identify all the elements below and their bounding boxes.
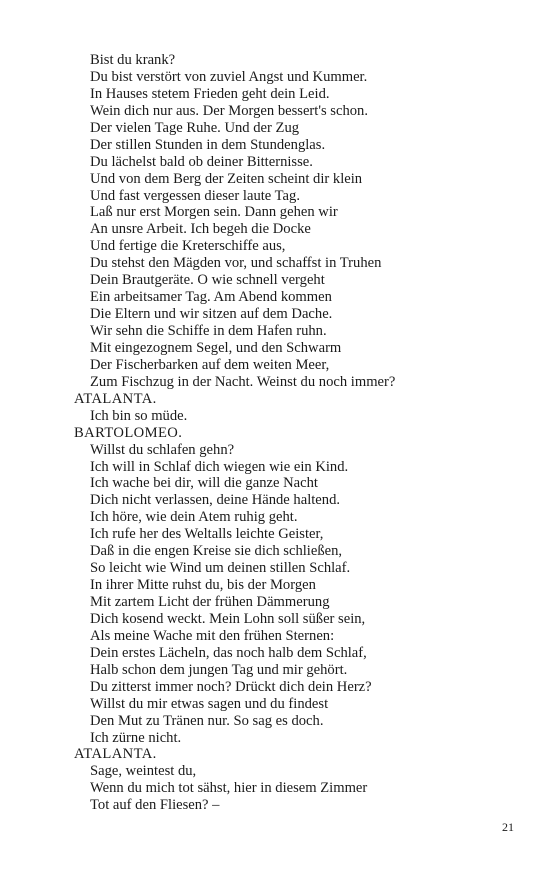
verse-line: An unsre Arbeit. Ich begeh die Docke bbox=[90, 221, 311, 238]
verse-line: Der Fischerbarken auf dem weiten Meer, bbox=[90, 356, 330, 373]
verse-line: Sage, weintest du, bbox=[90, 763, 197, 780]
verse-line: Dich nicht verlassen, deine Hände haltend. bbox=[90, 492, 341, 509]
verse-line: Der vielen Tage Ruhe. Und der Zug bbox=[90, 119, 300, 136]
verse-line: Tot auf den Fliesen? – bbox=[90, 797, 220, 814]
verse-line: Willst du mir etwas sagen und du findest bbox=[90, 695, 329, 712]
verse-line: Mit eingezognem Segel, und den Schwarm bbox=[90, 339, 342, 356]
verse-line: Laß nur erst Morgen sein. Dann gehen wir bbox=[90, 204, 338, 221]
verse-line: So leicht wie Wind um deinen stillen Schlaf. bbox=[90, 560, 351, 577]
verse-line: Daß in die engen Kreise sie dich schließen, bbox=[90, 543, 343, 560]
verse-line: Und fast vergessen dieser laute Tag. bbox=[90, 187, 300, 204]
speaker-name: ATALANTA. bbox=[74, 746, 157, 763]
verse-line: Wein dich nur aus. Der Morgen bessert's schon. bbox=[90, 102, 369, 119]
verse-line: Ich bin so müde. bbox=[90, 407, 188, 424]
verse-line: Der stillen Stunden in dem Stundenglas. bbox=[90, 136, 326, 153]
verse-line: Zum Fischzug in der Nacht. Weinst du noch immer? bbox=[90, 373, 396, 390]
verse-line: Du bist verstört von zuviel Angst und Kummer. bbox=[90, 68, 368, 85]
page-number: 21 bbox=[502, 820, 514, 834]
verse-line: In Hauses stetem Frieden geht dein Leid. bbox=[90, 85, 330, 102]
speaker-name: BARTOLOMEO. bbox=[74, 424, 183, 441]
verse-line: Ich will in Schlaf dich wiegen wie ein Kind. bbox=[90, 458, 349, 475]
verse-line: Ich zürne nicht. bbox=[90, 729, 182, 746]
speaker-name: ATALANTA. bbox=[74, 390, 157, 407]
verse-line: Du stehst den Mägden vor, und schaffst in Truhen bbox=[90, 255, 382, 272]
verse-line: Ich höre, wie dein Atem ruhig geht. bbox=[90, 509, 298, 526]
verse-line: Wenn du mich tot sähst, hier in diesem Zimmer bbox=[90, 780, 368, 797]
verse-line: Du zitterst immer noch? Drückt dich dein Herz? bbox=[90, 678, 372, 695]
verse-line: Ein arbeitsamer Tag. Am Abend kommen bbox=[90, 289, 332, 306]
verse-line: Bist du krank? bbox=[90, 52, 176, 68]
verse-line: Wir sehn die Schiffe in dem Hafen ruhn. bbox=[90, 323, 327, 339]
verse-line: Ich wache bei dir, will die ganze Nacht bbox=[90, 475, 318, 492]
verse-line: Dein erstes Lächeln, das noch halb dem Schlaf, bbox=[90, 644, 367, 661]
verse-line: Als meine Wache mit den frühen Sternen: bbox=[90, 627, 335, 644]
verse-line: Ich rufe her des Weltalls leichte Geister, bbox=[90, 526, 324, 543]
verse-line: Mit zartem Licht der frühen Dämmerung bbox=[90, 594, 330, 610]
verse-line: Den Mut zu Tränen nur. So sag es doch. bbox=[90, 712, 324, 729]
verse-line: Dich kosend weckt. Mein Lohn soll süßer sein, bbox=[90, 610, 366, 627]
verse-line: Und fertige die Kreterschiffe aus, bbox=[90, 238, 286, 255]
verse-line: Dein Brautgeräte. O wie schnell vergeht bbox=[90, 272, 325, 289]
verse-line: Und von dem Berg der Zeiten scheint dir klein bbox=[90, 170, 363, 187]
verse-line: Du lächelst bald ob deiner Bitternisse. bbox=[90, 153, 313, 170]
play-text bbox=[74, 52, 534, 814]
verse-line: In ihrer Mitte ruhst du, bis der Morgen bbox=[90, 577, 316, 594]
verse-line: Die Eltern und wir sitzen auf dem Dache. bbox=[90, 306, 333, 323]
verse-line: Halb schon dem jungen Tag und mir gehört. bbox=[90, 661, 348, 678]
verse-line: Willst du schlafen gehn? bbox=[90, 441, 235, 458]
